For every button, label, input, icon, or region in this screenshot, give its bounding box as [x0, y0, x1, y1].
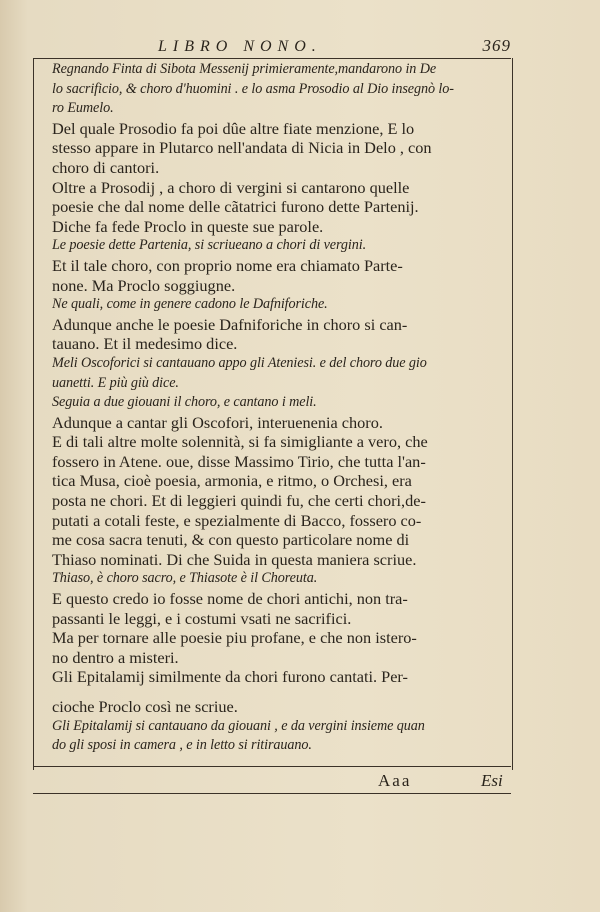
page-footer: [33, 771, 511, 793]
text-line: Et il tale choro, con proprio nome era chiamato Parte-: [52, 255, 403, 275]
text-line: Regnando Finta di Sibota Messenij primieramente,mandarono in De: [52, 61, 437, 77]
running-title: LIBRO NONO.: [158, 38, 322, 55]
text-line: ro Eumelo.: [52, 100, 114, 117]
text-line: Le poesie dette Partenia, si scriueano a chori di vergini.: [52, 237, 367, 254]
text-line: none. Ma Proclo soggiugne.: [52, 275, 236, 295]
text-line: uanetti. E più giù dice.: [52, 374, 179, 391]
text-line: Thiaso, è choro sacro, e Thiasote è il Choreuta.: [52, 570, 318, 587]
text-line: Del quale Prosodio fa poi dûe altre fiate menzione, E lo: [52, 118, 415, 138]
text-line: Meli Oscoforici si cantauano appo gli Ateniesi. e del choro due gio: [52, 354, 427, 371]
text-line: fossero in Atene. oue, disse Massimo Tirio, che tutta l'an-: [52, 451, 426, 471]
text-line: lo sacrificio, & choro d'huomini . e lo asma Prosodio al Dio insegnò lo-: [52, 80, 454, 97]
text-line: putati a cotali feste, e spezialmente di Bacco, fossero co-: [52, 510, 422, 530]
bottom-rule: [33, 793, 511, 794]
page-header: [33, 38, 511, 60]
text-line: poesie che dal nome delle cãtatrici furono dette Partenij.: [52, 197, 419, 217]
paragraph-gap: [52, 687, 507, 697]
text-line: E questo credo io fosse nome de chori antichi, non tra-: [52, 589, 408, 609]
text-body: [52, 60, 507, 756]
text-line: choro di cantori.: [52, 157, 160, 177]
text-line: Gli Epitalamij similmente da chori furono cantati. Per-: [52, 667, 408, 687]
text-line: tauano. Et il medesimo dice.: [52, 334, 238, 354]
signature-mark: Aaa: [378, 771, 412, 790]
text-line: Diche fa fede Proclo in queste sue parole.: [52, 216, 324, 236]
text-line: Ne quali, come in genere cadono le Dafniforiche.: [52, 296, 328, 313]
text-line: Adunque a cantar gli Oscofori, interuenenia choro.: [52, 412, 383, 432]
text-line: me cosa sacra tenuti, & con questo particolare nome di: [52, 530, 410, 550]
text-line: do gli sposi in camera , e in letto si ritirauano.: [52, 737, 312, 754]
text-line: passanti le leggi, e i costumi vsati ne sacrifici.: [52, 608, 352, 628]
text-line: Thiaso nominati. Di che Suida in questa maniera scriue.: [52, 549, 417, 569]
footer-rule: [33, 766, 511, 767]
text-line: Gli Epitalamij si cantauano da giouani , e da vergini insieme quan: [52, 717, 425, 734]
text-line: posta ne chori. Et di leggieri quindi fu, che certi chori,de-: [52, 491, 426, 511]
text-line: Oltre a Prosodij , a choro di vergini si cantarono quelle: [52, 177, 410, 197]
catchword: Esi: [481, 771, 503, 790]
text-line: tica Musa, cioè poesia, armonia, e ritmo, o Orchesi, era: [52, 471, 412, 491]
text-line: Adunque anche le poesie Dafniforiche in choro si can-: [52, 314, 408, 334]
text-line: stesso appare in Plutarco nell'andata di Nicia in Delo , con: [52, 138, 432, 158]
page-number: 369: [482, 36, 511, 55]
text-line: Ma per tornare alle poesie piu profane, e che non istero-: [52, 628, 417, 648]
text-line: no dentro a misteri.: [52, 647, 179, 667]
text-line: cioche Proclo così ne scriue.: [52, 697, 238, 716]
text-line: E di tali altre molte solennità, si fa simigliante a vero, che: [52, 432, 428, 452]
text-line: Seguia a due giouani il choro, e cantano i meli.: [52, 394, 317, 411]
